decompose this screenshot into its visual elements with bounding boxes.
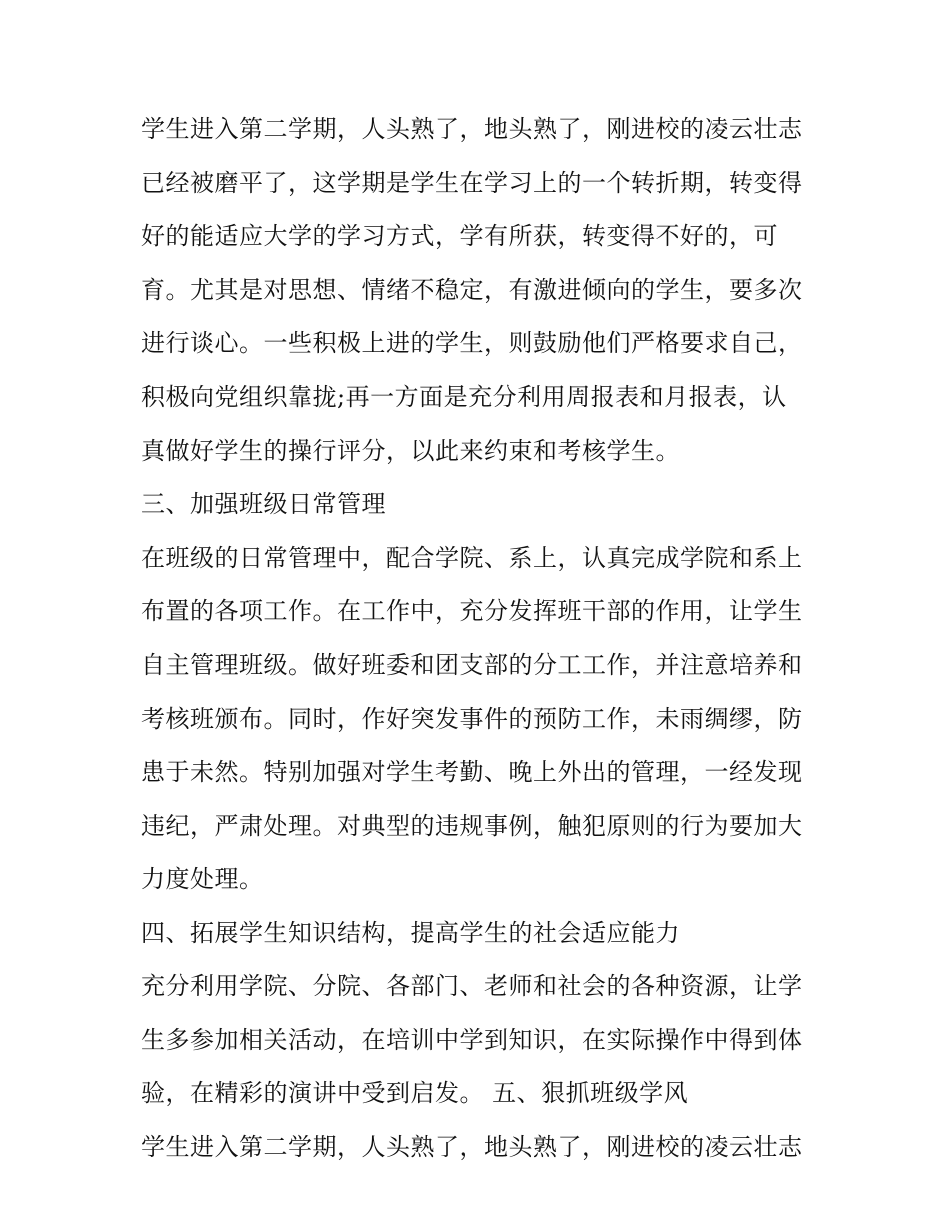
text-line: 自主管理班级。做好班委和团支部的分工工作，并注意培养和 [141,651,803,679]
text-line: 已经被磨平了，这学期是学生在学习上的一个转折期，转变得 [141,169,803,197]
text-line: 真做好学生的操行评分，以此来约束和考核学生。 [141,437,680,465]
text-line: 育。尤其是对思想、情绪不稳定，有激进倾向的学生，要多次 [141,276,803,304]
text-line: 布置的各项工作。在工作中，充分发挥班干部的作用，让学生 [141,597,803,625]
text-line: 学生进入第二学期，人头熟了，地头熟了，刚进校的凌云壮志 [141,115,803,143]
text-line: 进行谈心。一些积极上进的学生，则鼓励他们严格要求自己， [141,329,803,357]
text-line: 考核班颁布。同时，作好突发事件的预防工作，未雨绸缪，防 [141,705,803,733]
text-line: 充分利用学院、分院、各部门、老师和社会的各种资源，让学 [141,972,803,1000]
text-line: 力度处理。 [141,865,264,893]
section-heading: 三、加强班级日常管理 [141,490,386,518]
text-line: 违纪，严肃处理。对典型的违规事例，触犯原则的行为要加大 [141,812,803,840]
text-line: 在班级的日常管理中，配合学院、系上，认真完成学院和系上 [141,544,803,572]
text-line: 生多参加相关活动，在培训中学到知识，在实际操作中得到体 [141,1026,803,1054]
text-line: 验，在精彩的演讲中受到启发。 五、狠抓班级学风 [141,1079,689,1107]
text-line: 学生进入第二学期，人头熟了，地头熟了，刚进校的凌云壮志 [141,1133,803,1161]
text-line: 积极向党组织靠拢;再一方面是充分利用周报表和月报表，认 [141,383,787,411]
text-line: 患于未然。特别加强对学生考勤、晚上外出的管理，一经发现 [141,758,803,786]
text-line: 好的能适应大学的学习方式，学有所获，转变得不好的，可 [141,222,778,250]
section-heading: 四、拓展学生知识结构，提高学生的社会适应能力 [141,919,680,947]
